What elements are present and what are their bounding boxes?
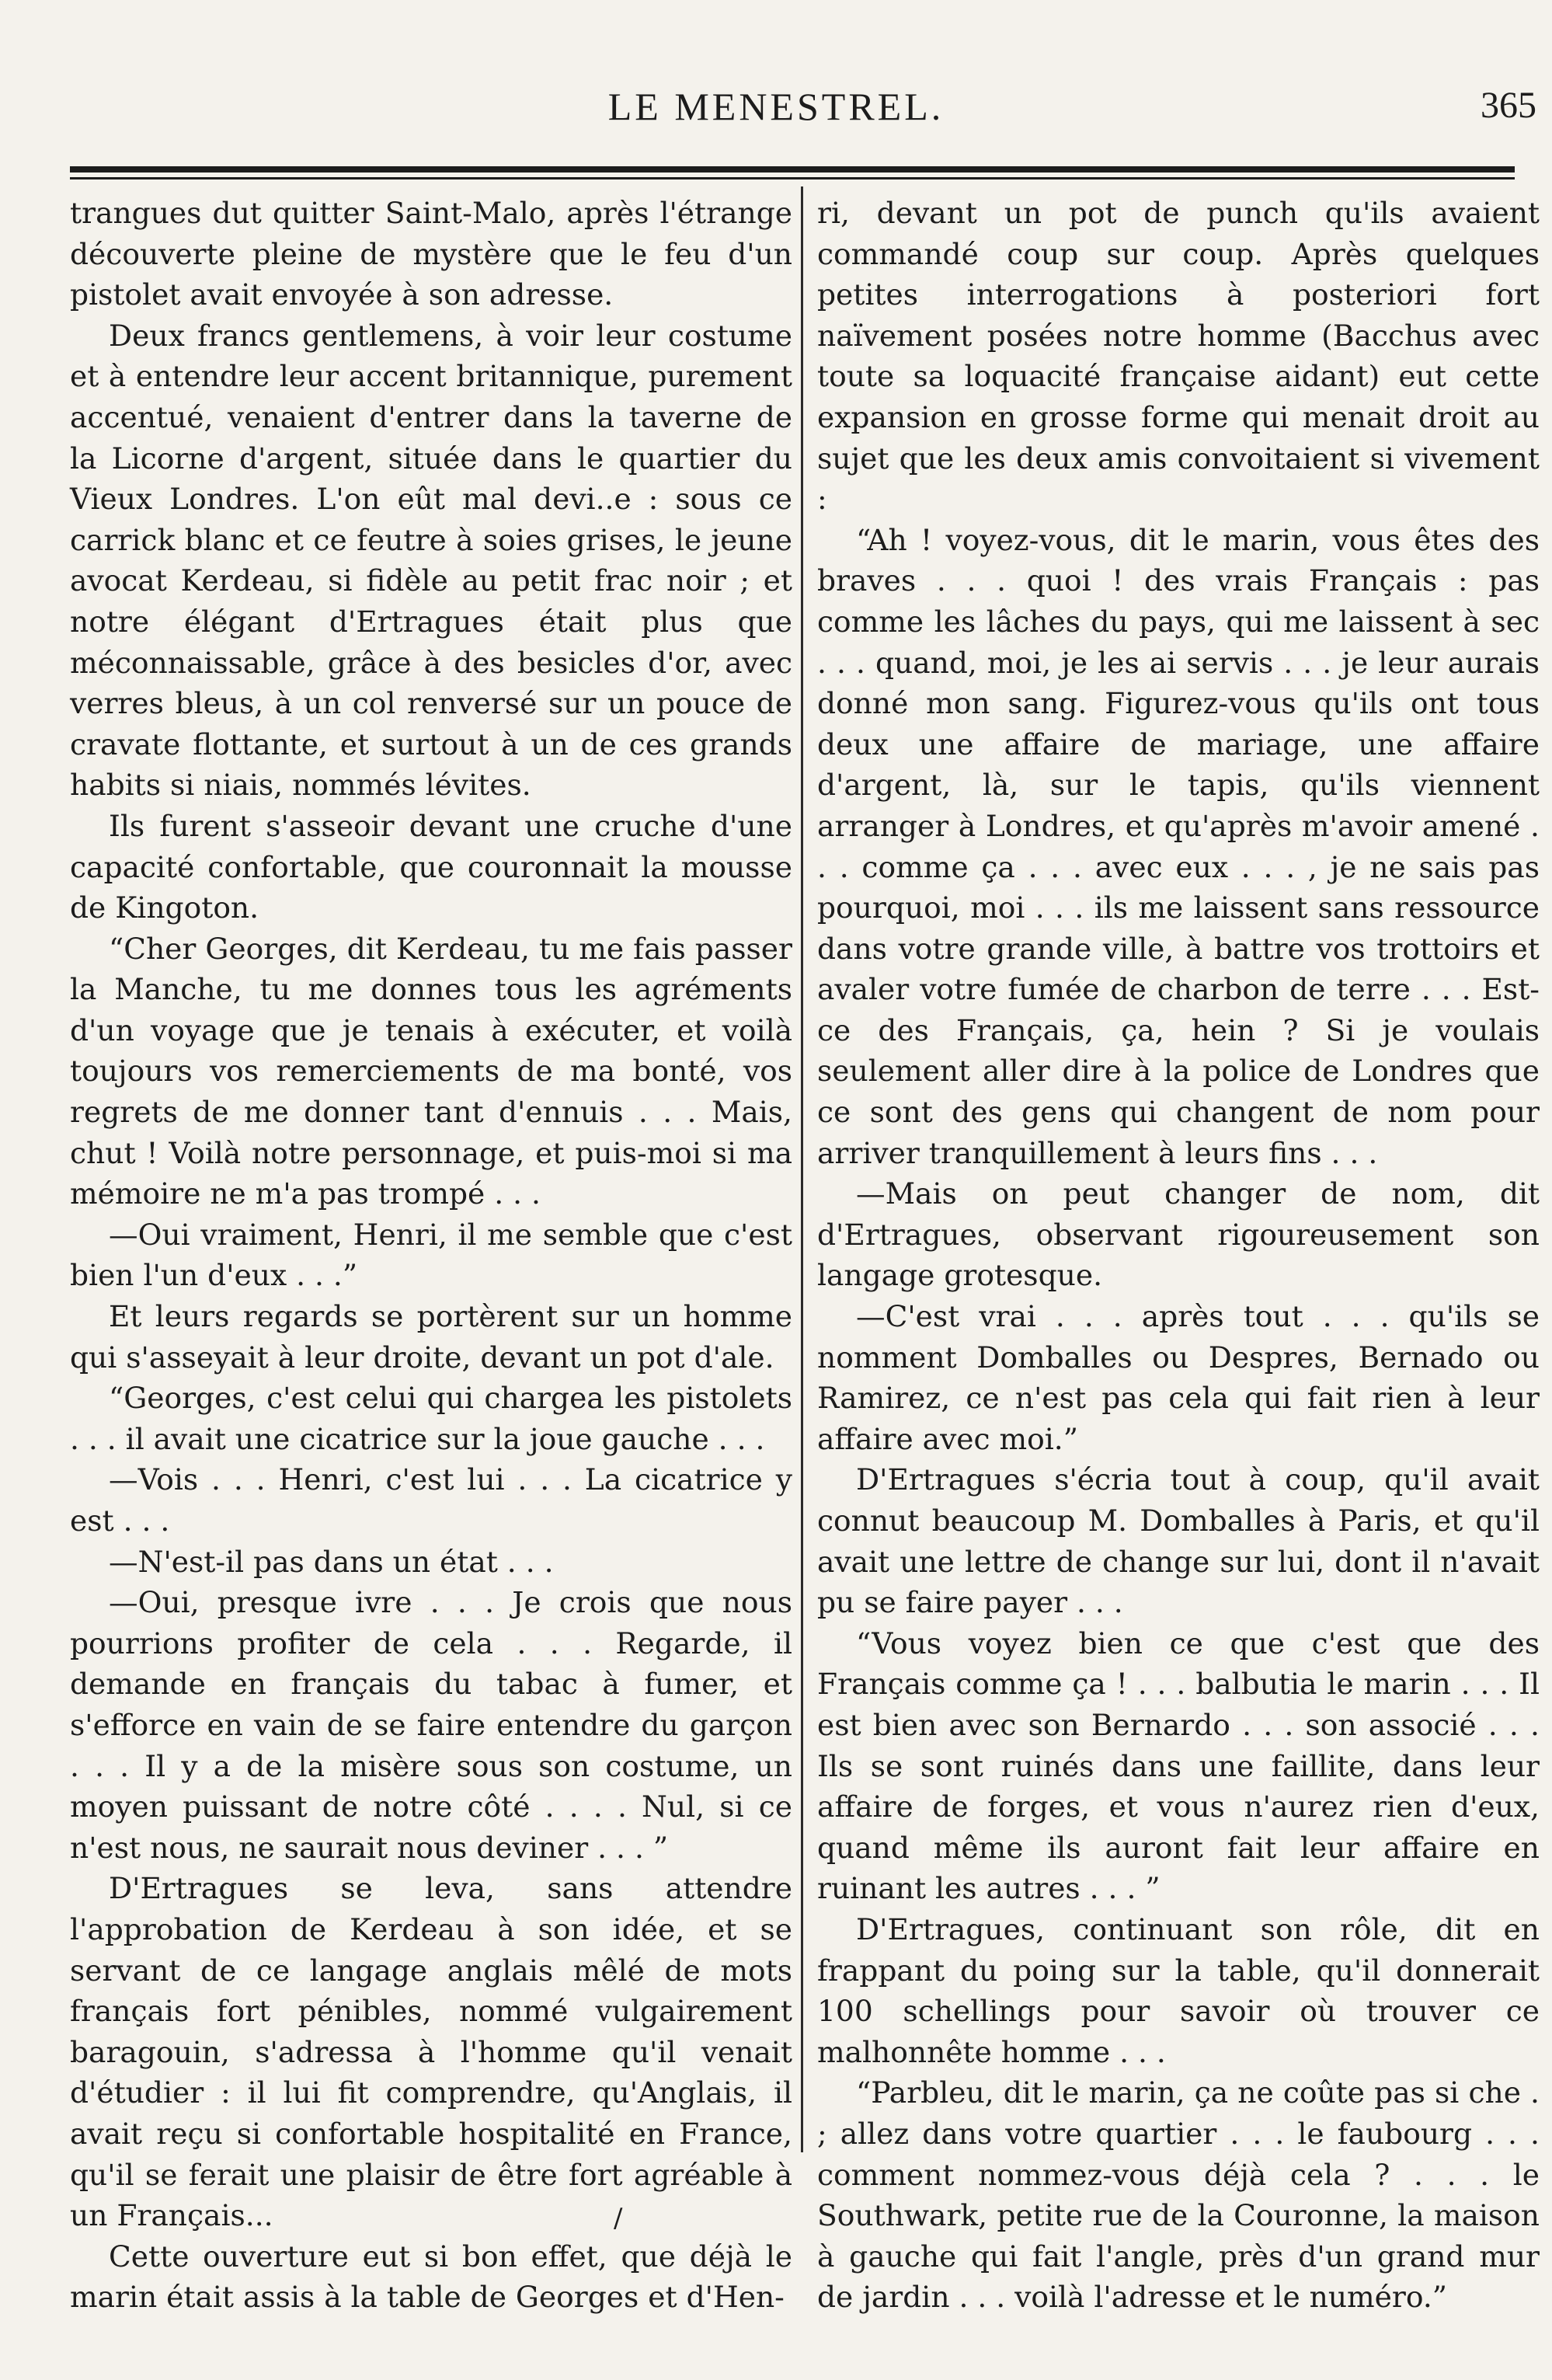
paragraph: Et leurs regards se portèrent sur un homme qui s'asseyait à leur droite, devant un pot d'ale. [70,1299,792,1375]
page-number: 365 [1481,85,1536,126]
footer-mark: / [614,2203,623,2234]
paragraph: —Oui vraiment, Henri, il me semble que c'est bien l'un d'eux . . .” [70,1217,792,1293]
paragraph: D'Ertragues s'écria tout à coup, qu'il avait connut beaucoup M. Domballes à Paris, et qu'il avait une lettre de change sur lui, dont il n'avait pu se faire payer . . . [817,1462,1540,1620]
paragraph: —Vois . . . Henri, c'est lui . . . La cicatrice y est . . . [70,1462,792,1538]
paragraph: “Ah ! voyez-vous, dit le marin, vous êtes des braves . . . quoi ! des vrais Français : pas comme les lâches du pays, qui me laissent à sec . . . quand, moi, je les ai servis . . . je leur aurais donné mon sang. Figurez-vous qu'ils ont tous deux une affaire de mariage, une affaire d'argent, là, sur le tapis, qu'ils viennent arranger à Londres, et qu'après m'avoir amené . . . comme ça . . . avec eux . . . , je ne sais pas pourquoi, moi . . . ils me laissent sans ressource dans votre grande ville, à battre vos trottoirs et avaler votre fumée de charbon de terre . . . Est-ce des Français, ça, hein ? Si je voulais seulement aller dire à la police de Londres que ce sont des gens qui changent de nom pour arriver tranquillement à leurs fins . . . [817,522,1540,1170]
header-rule-thin [70,177,1515,179]
paragraph: Deux francs gentlemens, à voir leur costume et à entendre leur accent britannique, purement accentué, venaient d'entrer dans la taverne de la Licorne d'argent, située dans le quartier du Vieux Londres. L'on eût mal devi..e : sous ce carrick blanc et ce feutre à soies grises, le jeune avocat Kerdeau, si fidèle au petit frac noir ; et notre élégant d'Ertragues était plus que méconnaissable, grâce à des besicles d'or, avec verres bleus, à un col renversé sur un pouce de cravate flottante, et surtout à un de ces grands habits si niais, nommés lévites. [70,318,792,803]
paragraph: —Oui, presque ivre . . . Je crois que nous pourrions profiter de cela . . . Regarde, il demande en français du tabac à fumer, et s'efforce en vain de se faire entendre du garçon . . . Il y a de la misère sous son costume, un moyen puissant de notre côté . . . . Nul, si ce n'est nous, ne saurait nous deviner . . . ” [70,1585,792,1865]
paragraph: —Mais on peut changer de nom, dit d'Ertragues, observant rigoureusement son langage grotesque. [817,1176,1540,1293]
paragraph: “Cher Georges, dit Kerdeau, tu me fais passer la Manche, tu me donnes tous les agréments d'un voyage que je tenais à exécuter, et voilà toujours vos remerciements de ma bonté, vos regrets de me donner tant d'ennuis . . . Mais, chut ! Voilà notre personnage, et puis-moi si ma mémoire ne m'a pas trompé . . . [70,931,792,1211]
left-column [70,193,792,2318]
paragraph: trangues dut quitter Saint-Malo, après l'étrange découverte pleine de mystère que le feu d'un pistolet avait envoyée à son adresse. [70,196,792,312]
page-header [0,84,1552,138]
paragraph: Ils furent s'asseoir devant une cruche d'une capacité confortable, que couronnait la mousse de Kingoton. [70,808,792,925]
paragraph: “Vous voyez bien ce que c'est que des Français comme ça ! . . . balbutia le marin . . . Il est bien avec son Bernardo . . . son associé . . . Ils se sont ruinés dans une faillite, dans leur affaire de forges, et vous n'aurez rien d'eux, quand même ils auront fait leur affaire en ruinant les autres . . . ” [817,1626,1540,1906]
paragraph: D'Ertragues, continuant son rôle, dit en frappant du poing sur la table, qu'il donnerait 100 schellings pour savoir où trouver ce malhonnête homme . . . [817,1911,1540,2069]
right-column [817,193,1540,2318]
paragraph: Cette ouverture eut si bon effet, que déjà le marin était assis à la table de Georges et d'Hen- [70,2239,792,2315]
column-divider [801,186,803,2152]
paragraph: “Parbleu, dit le marin, ça ne coûte pas si che . ; allez dans votre quartier . . . le faubourg . . . comment nommez-vous déjà cela ? . . . le Southwark, petite rue de la Couronne, la maison à gauche qui fait l'angle, près d'un grand mur de jardin . . . voilà l'adresse et le numéro.” [817,2075,1540,2315]
journal-title: LE MENESTREL. [607,85,945,128]
paragraph: D'Ertragues se leva, sans attendre l'approbation de Kerdeau à son idée, et se servant de ce langage anglais mêlé de mots français fort pénibles, nommé vulgairement baragouin, s'adressa à l'homme qu'il venait d'étudier : il lui fit comprendre, qu'Anglais, il avait reçu si confortable hospitalité en France, qu'il se ferait une plaisir de être fort agréable à un Français... [70,1871,792,2233]
paragraph: —C'est vrai . . . après tout . . . qu'ils se nomment Domballes ou Despres, Bernado ou Ramirez, ce n'est pas cela qui fait rien à leur affaire avec moi.” [817,1299,1540,1456]
header-rule-thick [70,166,1515,172]
paragraph: ri, devant un pot de punch qu'ils avaient commandé coup sur coup. Après quelques petites interrogations à posteriori fort naïvement posées notre homme (Bacchus avec toute sa loquacité française aidant) eut cette expansion en grosse forme qui menait droit au sujet que les deux amis convoitaient si vivement : [817,196,1540,517]
paragraph: —N'est-il pas dans un état . . . [109,1544,554,1579]
paragraph: “Georges, c'est celui qui chargea les pistolets . . . il avait une cicatrice sur la joue gauche . . . [70,1381,792,1456]
